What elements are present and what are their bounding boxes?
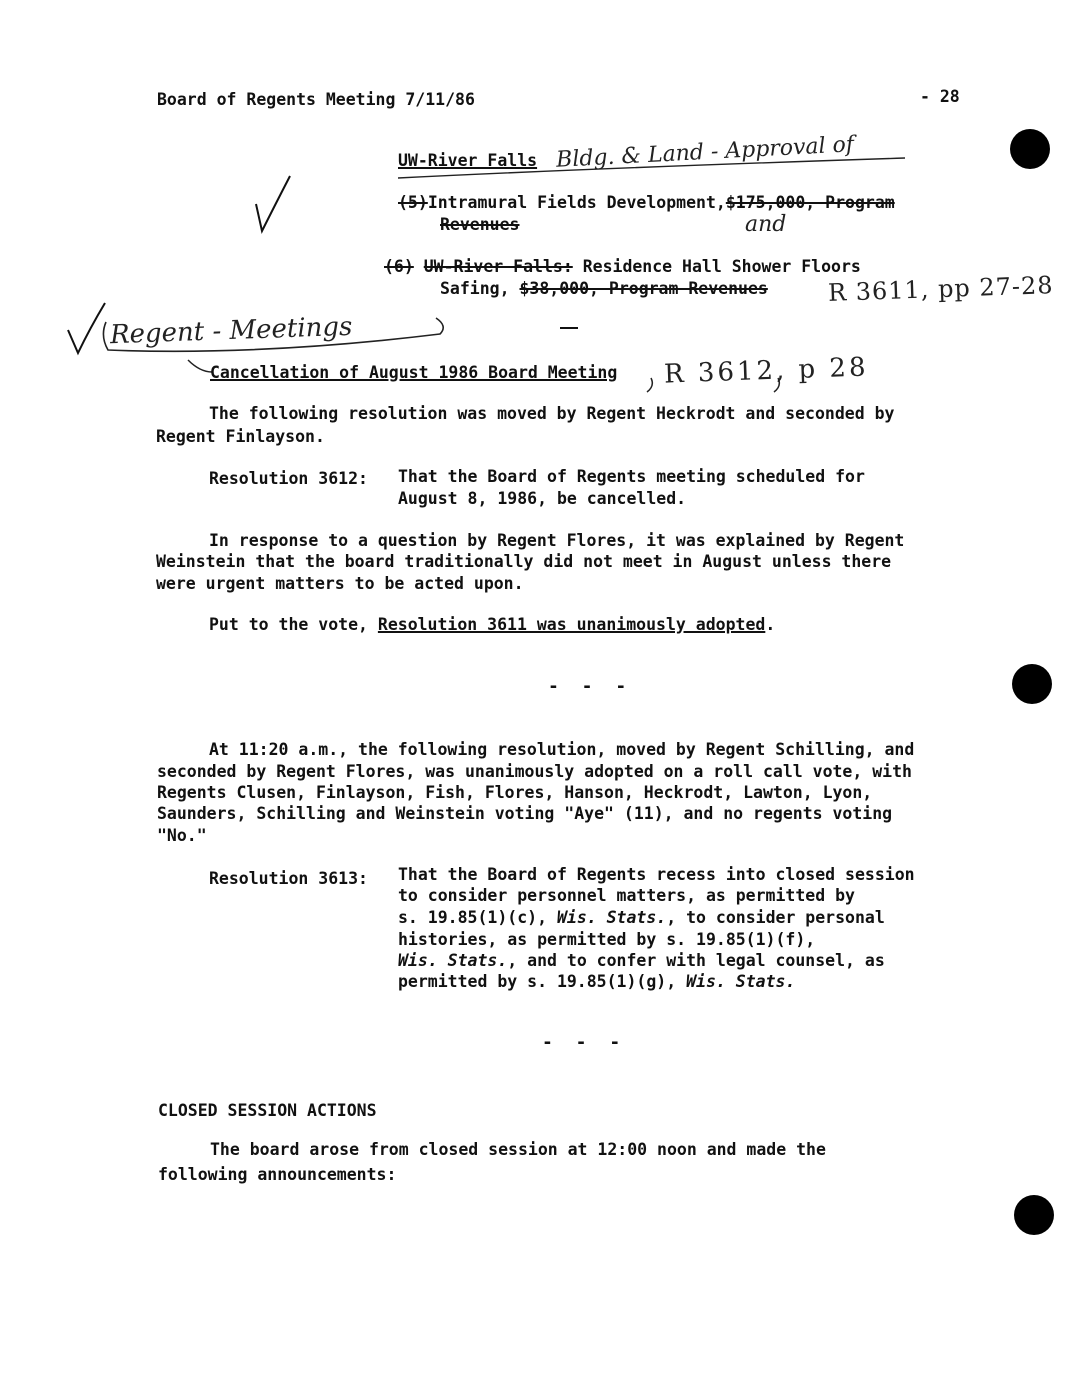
para-line: At 11:20 a.m., the following resolution, moved by Regent Schilling, and bbox=[209, 740, 915, 759]
para-line: Regents Clusen, Finlayson, Fish, Flores, Hanson, Heckrodt, Lawton, Lyon, bbox=[157, 783, 873, 802]
handwritten-ref-3612: R 3612, p 28 bbox=[663, 352, 869, 390]
caret-mark bbox=[188, 360, 212, 372]
checkmark-icon bbox=[68, 303, 105, 353]
resolution-3613-text: Wis. Stats., and to confer with legal counsel, as bbox=[398, 951, 885, 970]
item-6-number: (6) bbox=[384, 257, 414, 276]
item-6-line1 bbox=[384, 256, 861, 278]
resolution-3612-text: August 8, 1986, be cancelled. bbox=[398, 489, 687, 508]
page-header-title: Board of Regents Meeting 7/11/86 bbox=[157, 90, 475, 109]
item-5 bbox=[398, 192, 895, 214]
page-number: - 28 bbox=[920, 87, 960, 106]
handwritten-ref-3611: R 3611, pp 27-28 bbox=[827, 271, 1054, 307]
para-line: Weinstein that the board traditionally did not meet in August unless there bbox=[156, 552, 892, 571]
item-5-number: (5) bbox=[398, 193, 428, 212]
resolution-3613-text: That the Board of Regents recess into closed session bbox=[398, 865, 915, 884]
resolution-3613-label: Resolution 3613: bbox=[209, 869, 368, 888]
para-line: "No." bbox=[157, 826, 207, 845]
resolution-3613-text: s. 19.85(1)(c), Wis. Stats., to consider personal bbox=[398, 908, 885, 927]
para-line: In response to a question by Regent Flores, it was explained by Regent bbox=[209, 531, 905, 550]
para-line: seconded by Regent Flores, was unanimously adopted on a roll call vote, with bbox=[157, 762, 912, 781]
section-heading-river-falls: UW-River Falls bbox=[398, 151, 538, 170]
checkmark-icon bbox=[256, 176, 290, 231]
vote-line: Put to the vote, Resolution 3611 was unanimously adopted. bbox=[209, 615, 776, 634]
item-5-struck-amount: $175,000, Program bbox=[725, 193, 895, 212]
item-6-text: Residence Hall Shower Floors bbox=[582, 257, 861, 276]
resolution-3613-text: to consider personnel matters, as permitted by bbox=[398, 886, 855, 905]
para-line: Saunders, Schilling and Weinstein voting "Aye" (11), and no regents voting bbox=[157, 804, 893, 823]
para-line: Regent Finlayson. bbox=[156, 427, 325, 446]
item-6-struck-amount: $38,000, Program Revenues bbox=[519, 279, 768, 298]
para-line: The board arose from closed session at 12:00 noon and made the bbox=[210, 1140, 826, 1159]
para-line: were urgent matters to be acted upon. bbox=[156, 574, 524, 593]
section-separator: - - - bbox=[548, 676, 633, 697]
resolution-3613-text: permitted by s. 19.85(1)(g), Wis. Stats. bbox=[398, 972, 796, 991]
vote-result: Resolution 3611 was unanimously adopted bbox=[377, 615, 766, 634]
handwritten-regent-meetings-note: Regent - Meetings bbox=[109, 311, 353, 351]
section-separator: - - - bbox=[542, 1032, 627, 1053]
para-line: following announcements: bbox=[158, 1165, 397, 1184]
item-5-text: Intramural Fields Development, bbox=[427, 193, 726, 212]
section-heading-closed-session-actions: CLOSED SESSION ACTIONS bbox=[158, 1101, 377, 1120]
para-line: The following resolution was moved by Regent Heckrodt and seconded by bbox=[209, 404, 895, 423]
resolution-3612-label: Resolution 3612: bbox=[209, 469, 368, 488]
item-5-struck-revenues: Revenues bbox=[440, 215, 520, 234]
handwritten-heading-note: Bldg. & Land - Approval of bbox=[555, 132, 855, 173]
handwritten-and: and bbox=[745, 212, 787, 237]
resolution-3612-text: That the Board of Regents meeting scheduled for bbox=[398, 467, 865, 486]
section-heading-cancellation: Cancellation of August 1986 Board Meeting bbox=[210, 363, 618, 382]
item-6-struck-campus: UW-River Falls: bbox=[423, 257, 573, 276]
item-6-line2: Safing, $38,000, Program Revenues bbox=[440, 279, 768, 298]
resolution-3613-text: histories, as permitted by s. 19.85(1)(f), bbox=[398, 930, 816, 949]
